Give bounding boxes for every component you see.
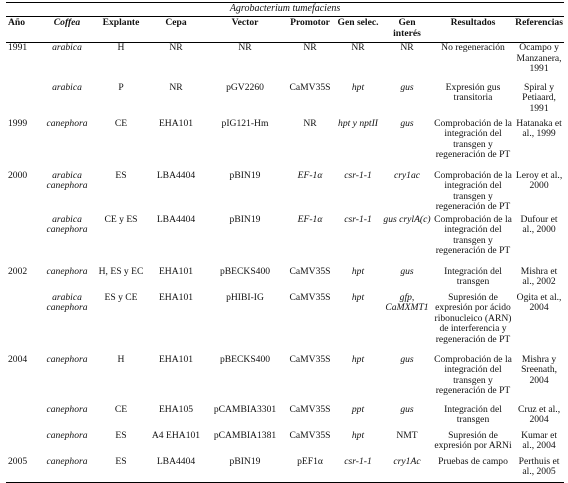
cell-strain: A4 EHA101 bbox=[151, 430, 201, 441]
cell-promoter: EF-1α bbox=[297, 170, 323, 181]
cell-promoter: CaMV35S bbox=[289, 430, 331, 441]
cell-selection-gene: NR bbox=[351, 42, 365, 53]
cell-year: 2005 bbox=[8, 456, 28, 467]
cell-strain: NR bbox=[169, 82, 183, 93]
cell-gene-of-interest: NMT bbox=[396, 430, 418, 441]
table-row bbox=[6, 119, 564, 171]
cell-result: Integración del transgen bbox=[444, 266, 502, 288]
cell-result: Supresión de expresión por ARNi bbox=[434, 430, 512, 452]
cell-selection-gene: hpt bbox=[351, 354, 365, 365]
header-vector: Vector bbox=[231, 17, 259, 28]
cell-gene-of-interest: gus bbox=[400, 82, 414, 93]
cell-strain: EHA101 bbox=[158, 292, 194, 303]
cell-coffea: arabica canephora bbox=[46, 214, 88, 236]
cell-year: 2000 bbox=[8, 170, 28, 181]
cell-vector: NR bbox=[238, 42, 252, 53]
cell-promoter: CaMV35S bbox=[289, 354, 331, 365]
cell-selection-gene: hpt bbox=[351, 82, 365, 93]
cell-vector: pCAMBIA1381 bbox=[213, 430, 277, 441]
cell-gene-of-interest: NR bbox=[400, 42, 414, 53]
cell-explant: ES bbox=[115, 170, 127, 181]
cell-coffea: arabica canephora bbox=[46, 170, 88, 192]
cell-gene-of-interest: gus bbox=[400, 354, 414, 365]
cell-result: Comprobación de la integración del transgen y regeneración de PT bbox=[434, 118, 512, 161]
table-row bbox=[6, 405, 564, 431]
cell-gene-of-interest: cry1ac bbox=[393, 170, 421, 181]
cell-selection-gene: hpt bbox=[351, 430, 365, 441]
cell-reference: Ogita et al., 2004 bbox=[516, 292, 562, 314]
cell-explant: ES y CE bbox=[104, 292, 138, 303]
cell-coffea: arabica canephora bbox=[46, 292, 88, 314]
cell-selection-gene: ppt bbox=[351, 404, 365, 415]
cell-strain: NR bbox=[169, 42, 183, 53]
cell-coffea: canephora bbox=[46, 354, 88, 365]
cell-selection-gene: csr-1-1 bbox=[344, 214, 372, 225]
cell-year bbox=[6, 431, 40, 457]
cell-strain: EHA101 bbox=[158, 354, 194, 365]
cell-reference: Kumar et al., 2004 bbox=[521, 430, 558, 452]
cell-year: 2004 bbox=[8, 354, 28, 365]
cell-vector: pBIN19 bbox=[229, 214, 261, 225]
cell-promoter: pEF1α bbox=[297, 456, 323, 467]
cell-selection-gene: hpt bbox=[351, 266, 365, 277]
cell-reference: Mishra et al., 2002 bbox=[520, 266, 558, 288]
cell-year bbox=[6, 83, 40, 119]
table-row bbox=[6, 457, 564, 483]
cell-result: Comprobación de la integración del transgen y regeneración de PT bbox=[434, 170, 512, 213]
table-row bbox=[6, 431, 564, 457]
cell-promoter: CaMV35S bbox=[289, 404, 331, 415]
cell-strain: EHA105 bbox=[158, 404, 194, 415]
cell-vector: pHIBI-IG bbox=[226, 292, 264, 303]
cell-strain: LBA4404 bbox=[156, 456, 196, 467]
cell-year: 1991 bbox=[8, 42, 28, 53]
cell-reference: Spiral y Petiaard, 1991 bbox=[522, 82, 556, 114]
cell-year: 1999 bbox=[8, 118, 28, 129]
cell-result: Comprobación de la integración del transgen y regeneración de PT bbox=[434, 214, 512, 257]
header-strain: Cepa bbox=[165, 17, 187, 28]
cell-promoter: EF-1α bbox=[297, 214, 323, 225]
cell-gene-of-interest: gus crylA(c) bbox=[383, 214, 431, 225]
cell-result: Expresión gus transitoria bbox=[445, 82, 501, 104]
cell-explant: CE bbox=[114, 404, 128, 415]
cell-vector: pBECKS400 bbox=[219, 266, 271, 277]
table-row bbox=[6, 43, 564, 83]
table-body bbox=[6, 43, 564, 483]
cell-gene-of-interest: gus bbox=[400, 266, 414, 277]
header-results: Resultados bbox=[450, 17, 496, 28]
cell-coffea: arabica bbox=[52, 42, 82, 53]
cell-strain: EHA101 bbox=[158, 118, 194, 129]
cell-result: No regeneración bbox=[441, 42, 505, 53]
cell-selection-gene: csr-1-1 bbox=[344, 456, 372, 467]
cell-reference: Ocampo y Manzanera, 1991 bbox=[516, 42, 562, 75]
cell-reference: Dufour et al., 2000 bbox=[520, 214, 558, 236]
cell-explant: CE y ES bbox=[104, 214, 138, 225]
cell-explant: H bbox=[117, 354, 125, 365]
cell-result: Pruebas de campo bbox=[438, 456, 508, 467]
cell-vector: pGV2260 bbox=[226, 82, 264, 93]
cell-strain: EHA101 bbox=[158, 266, 194, 277]
cell-explant: H bbox=[117, 42, 125, 53]
cell-reference: Cruz et al., 2004 bbox=[518, 404, 561, 426]
table-row bbox=[6, 293, 564, 355]
cell-year bbox=[6, 293, 40, 355]
cell-year: 2002 bbox=[8, 266, 28, 277]
agrobacterium-table bbox=[6, 2, 564, 483]
cell-gene-of-interest: gfp, CaMXMT1 bbox=[385, 292, 429, 314]
table-caption: Agrobacterium tumefaciens bbox=[229, 3, 341, 15]
header-explant: Explante bbox=[102, 17, 140, 28]
cell-year bbox=[6, 215, 40, 267]
cell-coffea: arabica bbox=[52, 82, 82, 93]
cell-promoter: NR bbox=[303, 118, 317, 129]
cell-year bbox=[6, 405, 40, 431]
cell-selection-gene: hpt bbox=[351, 292, 365, 303]
cell-result: Supresión de expresión por ácido ribonucleico (ARN) de interferencia y regeneración de PT bbox=[434, 292, 512, 345]
header-gene-of-interest: Gen interés bbox=[393, 17, 421, 39]
cell-reference: Hatanaka et al., 1999 bbox=[516, 118, 562, 140]
cell-coffea: canephora bbox=[46, 118, 88, 129]
table-row bbox=[6, 215, 564, 267]
header-references: Referencias bbox=[515, 17, 563, 28]
cell-reference: Perthuis et al., 2005 bbox=[518, 456, 560, 478]
cell-result: Integración del transgen bbox=[444, 404, 502, 426]
cell-promoter: CaMV35S bbox=[289, 266, 331, 277]
cell-gene-of-interest: gus bbox=[400, 404, 414, 415]
cell-reference: Mishra y Sreenath, 2004 bbox=[521, 354, 558, 386]
cell-coffea: canephora bbox=[46, 430, 88, 441]
header-year: Año bbox=[8, 17, 26, 28]
cell-coffea: canephora bbox=[46, 266, 88, 277]
header-coffea: Coffea bbox=[53, 17, 81, 28]
cell-strain: LBA4404 bbox=[156, 170, 196, 181]
cell-vector: pCAMBIA3301 bbox=[213, 404, 277, 415]
cell-selection-gene: csr-1-1 bbox=[344, 170, 372, 181]
cell-explant: H, ES y EC bbox=[98, 266, 144, 277]
cell-vector: pBIN19 bbox=[229, 456, 261, 467]
cell-coffea: canephora bbox=[46, 404, 88, 415]
cell-promoter: CaMV35S bbox=[289, 82, 331, 93]
cell-coffea: canephora bbox=[46, 456, 88, 467]
cell-vector: pIG121-Hm bbox=[221, 118, 269, 129]
cell-vector: pBECKS400 bbox=[219, 354, 271, 365]
cell-gene-of-interest: gus bbox=[400, 118, 414, 129]
header-selection-gene: Gen selec. bbox=[337, 17, 379, 28]
table-row bbox=[6, 83, 564, 119]
cell-promoter: NR bbox=[303, 42, 317, 53]
cell-promoter: CaMV35S bbox=[289, 292, 331, 303]
cell-explant: ES bbox=[115, 430, 127, 441]
cell-selection-gene: hpt y nptII bbox=[338, 118, 378, 129]
header-promoter: Promotor bbox=[290, 17, 330, 28]
cell-explant: P bbox=[118, 82, 124, 93]
cell-reference: Leroy et al., 2000 bbox=[515, 170, 563, 192]
table-row bbox=[6, 355, 564, 405]
table-row bbox=[6, 171, 564, 215]
cell-explant: ES bbox=[115, 456, 127, 467]
cell-gene-of-interest: cry1Ac bbox=[393, 456, 421, 467]
cell-result: Comprobación de la integración del transgen y regeneración de PT bbox=[434, 354, 512, 397]
cell-strain: LBA4404 bbox=[156, 214, 196, 225]
table-row bbox=[6, 267, 564, 293]
cell-explant: CE bbox=[114, 118, 128, 129]
cell-vector: pBIN19 bbox=[229, 170, 261, 181]
